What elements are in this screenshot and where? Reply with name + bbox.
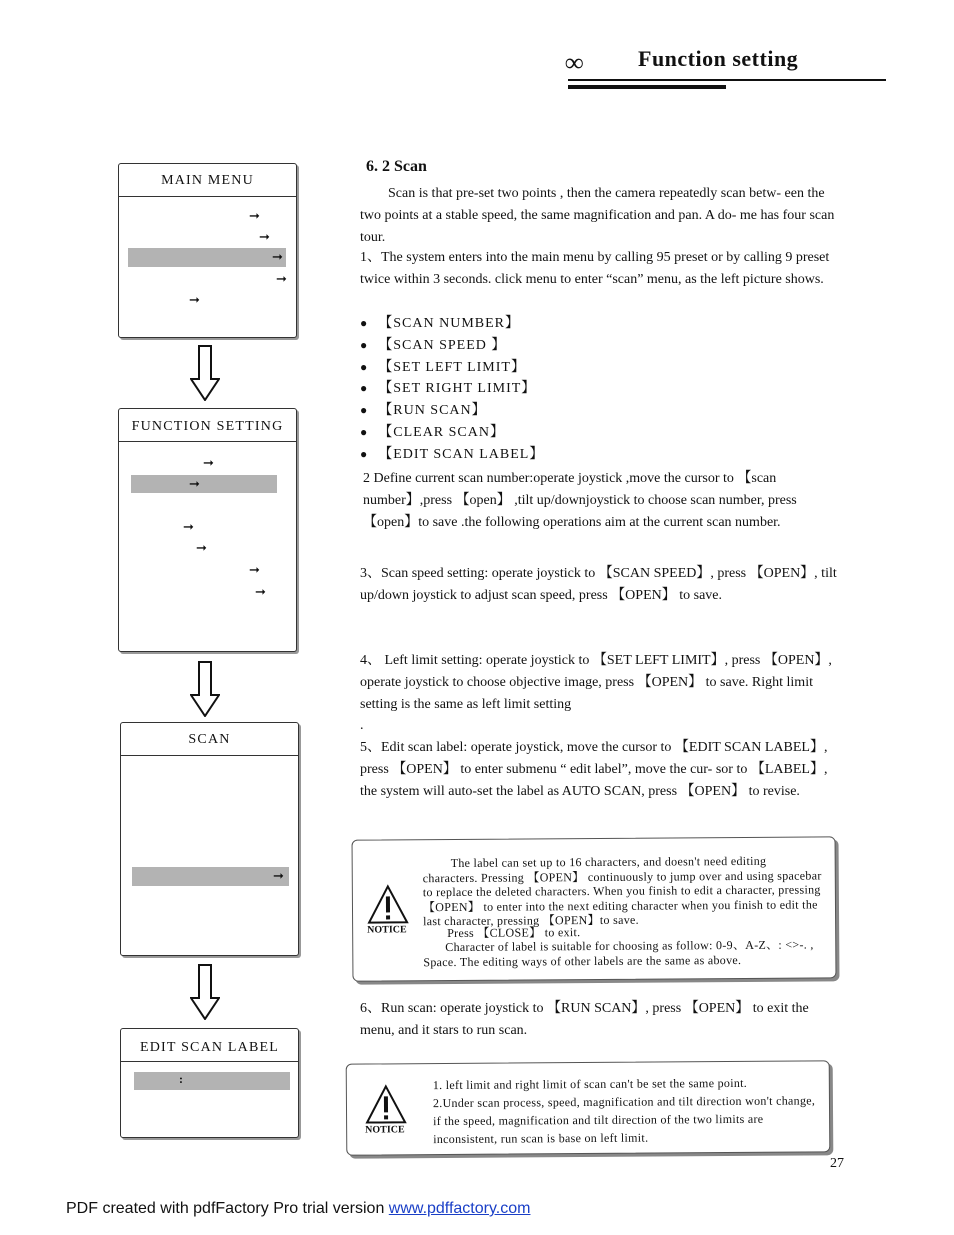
page-title: Function setting: [638, 46, 799, 71]
arrow-icon: ➞: [249, 562, 260, 577]
notice-box-2: [346, 1060, 831, 1155]
label-field: [134, 1072, 290, 1090]
function-setting-title: FUNCTION SETTING: [119, 409, 296, 442]
footer-link[interactable]: www.pdffactory.com: [388, 1200, 531, 1217]
footer-text: PDF created with pdfFactory Pro trial version: [66, 1200, 389, 1217]
bullet-item: ● 【SCAN NUMBER】: [360, 313, 544, 335]
page-number: 27: [830, 1156, 844, 1171]
header-rule-thick: [568, 85, 726, 89]
step-3: 3、Scan speed setting: operate joystick to 【SCAN SPEED】, press 【OPEN】, tilt up/down joystick to adjust scan speed, press 【OPEN】 to save.: [360, 566, 837, 603]
arrow-icon: ➞: [183, 519, 194, 534]
arrow-icon: ➞: [272, 249, 283, 264]
notice-1-p2: Press 【CLOSE】 to exit.: [447, 925, 581, 941]
notice-2-line-1: 1. left limit and right limit of scan can't be set the same point.: [432, 1075, 748, 1093]
step-4: 4、 Left limit setting: operate joystick to 【SET LEFT LIMIT】, press 【OPEN】, operate joystick to choose objective image, press 【OPEN】 to save. Right limit setting is the same as left limit setting: [360, 653, 832, 712]
scan-menu-title: SCAN: [121, 723, 298, 756]
menu-highlight: [131, 475, 277, 493]
notice-box-1: [352, 836, 837, 981]
down-arrow-icon: [190, 964, 220, 1020]
function-setting-box: [118, 408, 297, 652]
arrow-icon: ➞: [276, 271, 287, 286]
notice-2-line-2: 2.Under scan process, speed, magnification and tilt direction won't change, if the speed, magnification and tilt direction of the two limits are inconsistent, run scan is base on left limit.: [432, 1093, 816, 1147]
down-arrow-icon: [190, 345, 220, 401]
step-6: 6、Run scan: operate joystick to 【RUN SCAN】, press 【OPEN】 to exit the menu, and it stars to run scan.: [360, 1001, 809, 1038]
arrow-icon: ➞: [249, 208, 260, 223]
edit-scan-label-title: EDIT SCAN LABEL: [121, 1029, 298, 1062]
step-1: 1、The system enters into the main menu by calling 95 preset or by calling 9 preset twice within 3 seconds. click menu to enter “scan” menu, as the left picture shows.: [360, 250, 830, 287]
arrow-icon: ➞: [189, 292, 200, 307]
section-title: 6. 2 Scan: [366, 158, 427, 175]
intro-paragraph: Scan is that pre-set two points , then the camera repeatedly scan betw- een the two points at a stable speed, the same magnification and pan. A do- me has four scan tour.: [360, 186, 835, 245]
edit-scan-label-box: [120, 1028, 299, 1138]
bullet-item: ● 【EDIT SCAN LABEL】: [360, 444, 544, 466]
main-menu-title: MAIN MENU: [119, 164, 296, 197]
notice-1-p1: The label can set up to 16 characters, and doesn't need editing characters. Pressing 【OPEN】 continuously to jump over and using spacebar to replace the deleted characters. When you finish to edit a character, pressing 【OPEN】 to enter into the next editing character when you finish to edit the last character, pressing 【OPEN】to save.: [422, 853, 822, 929]
warning-icon: [367, 884, 409, 924]
bullet-item: ● 【SET LEFT LIMIT】: [360, 357, 544, 379]
menu-highlight: [132, 867, 289, 886]
arrow-icon: ➞: [259, 229, 270, 244]
header-rule: [568, 79, 886, 81]
header-logo-icon: ∞: [565, 48, 584, 77]
bullet-item: ● 【SCAN SPEED 】: [360, 335, 544, 357]
menu-highlight: [128, 248, 286, 267]
scan-menu-box: [120, 722, 299, 956]
notice-1-p3: Character of label is suitable for choosing as follow: 0-9、A-Z、: <>-. , Space. The editing ways of other labels are the same as above.: [423, 937, 814, 969]
pdf-footer: [66, 1200, 530, 1218]
notice-label: NOTICE: [367, 924, 407, 936]
arrow-icon: ➞: [255, 584, 266, 599]
step-2: 2 Define current scan number:operate joystick ,move the cursor to 【scan number】,press 【open】 ,tilt up/downjoystick to choose scan number, press 【open】to save .the following operations aim at the current scan number.: [363, 471, 797, 530]
arrow-icon: ➞: [196, 540, 207, 555]
bullet-item: ● 【RUN SCAN】: [360, 400, 544, 422]
arrow-icon: ➞: [203, 455, 214, 470]
label-field-value: :: [179, 1072, 183, 1086]
main-menu-box: [118, 163, 297, 338]
bullet-item: ● 【SET RIGHT LIMIT】: [360, 378, 544, 400]
down-arrow-icon: [190, 661, 220, 717]
step-5: 5、Edit scan label: operate joystick, move the cursor to 【EDIT SCAN LABEL】, press 【OPEN】 to enter submenu “ edit label”, move the cur- sor to 【LABEL】, the system will auto-set the label as AUTO SCAN, press 【OPEN】 to revise.: [360, 740, 828, 799]
dot: .: [360, 718, 364, 733]
arrow-icon: ➞: [189, 476, 200, 491]
scan-menu-items: [360, 313, 544, 466]
bullet-item: ● 【CLEAR SCAN】: [360, 422, 544, 444]
warning-icon: [365, 1084, 407, 1124]
arrow-icon: ➞: [273, 868, 284, 883]
notice-label: NOTICE: [365, 1124, 405, 1136]
